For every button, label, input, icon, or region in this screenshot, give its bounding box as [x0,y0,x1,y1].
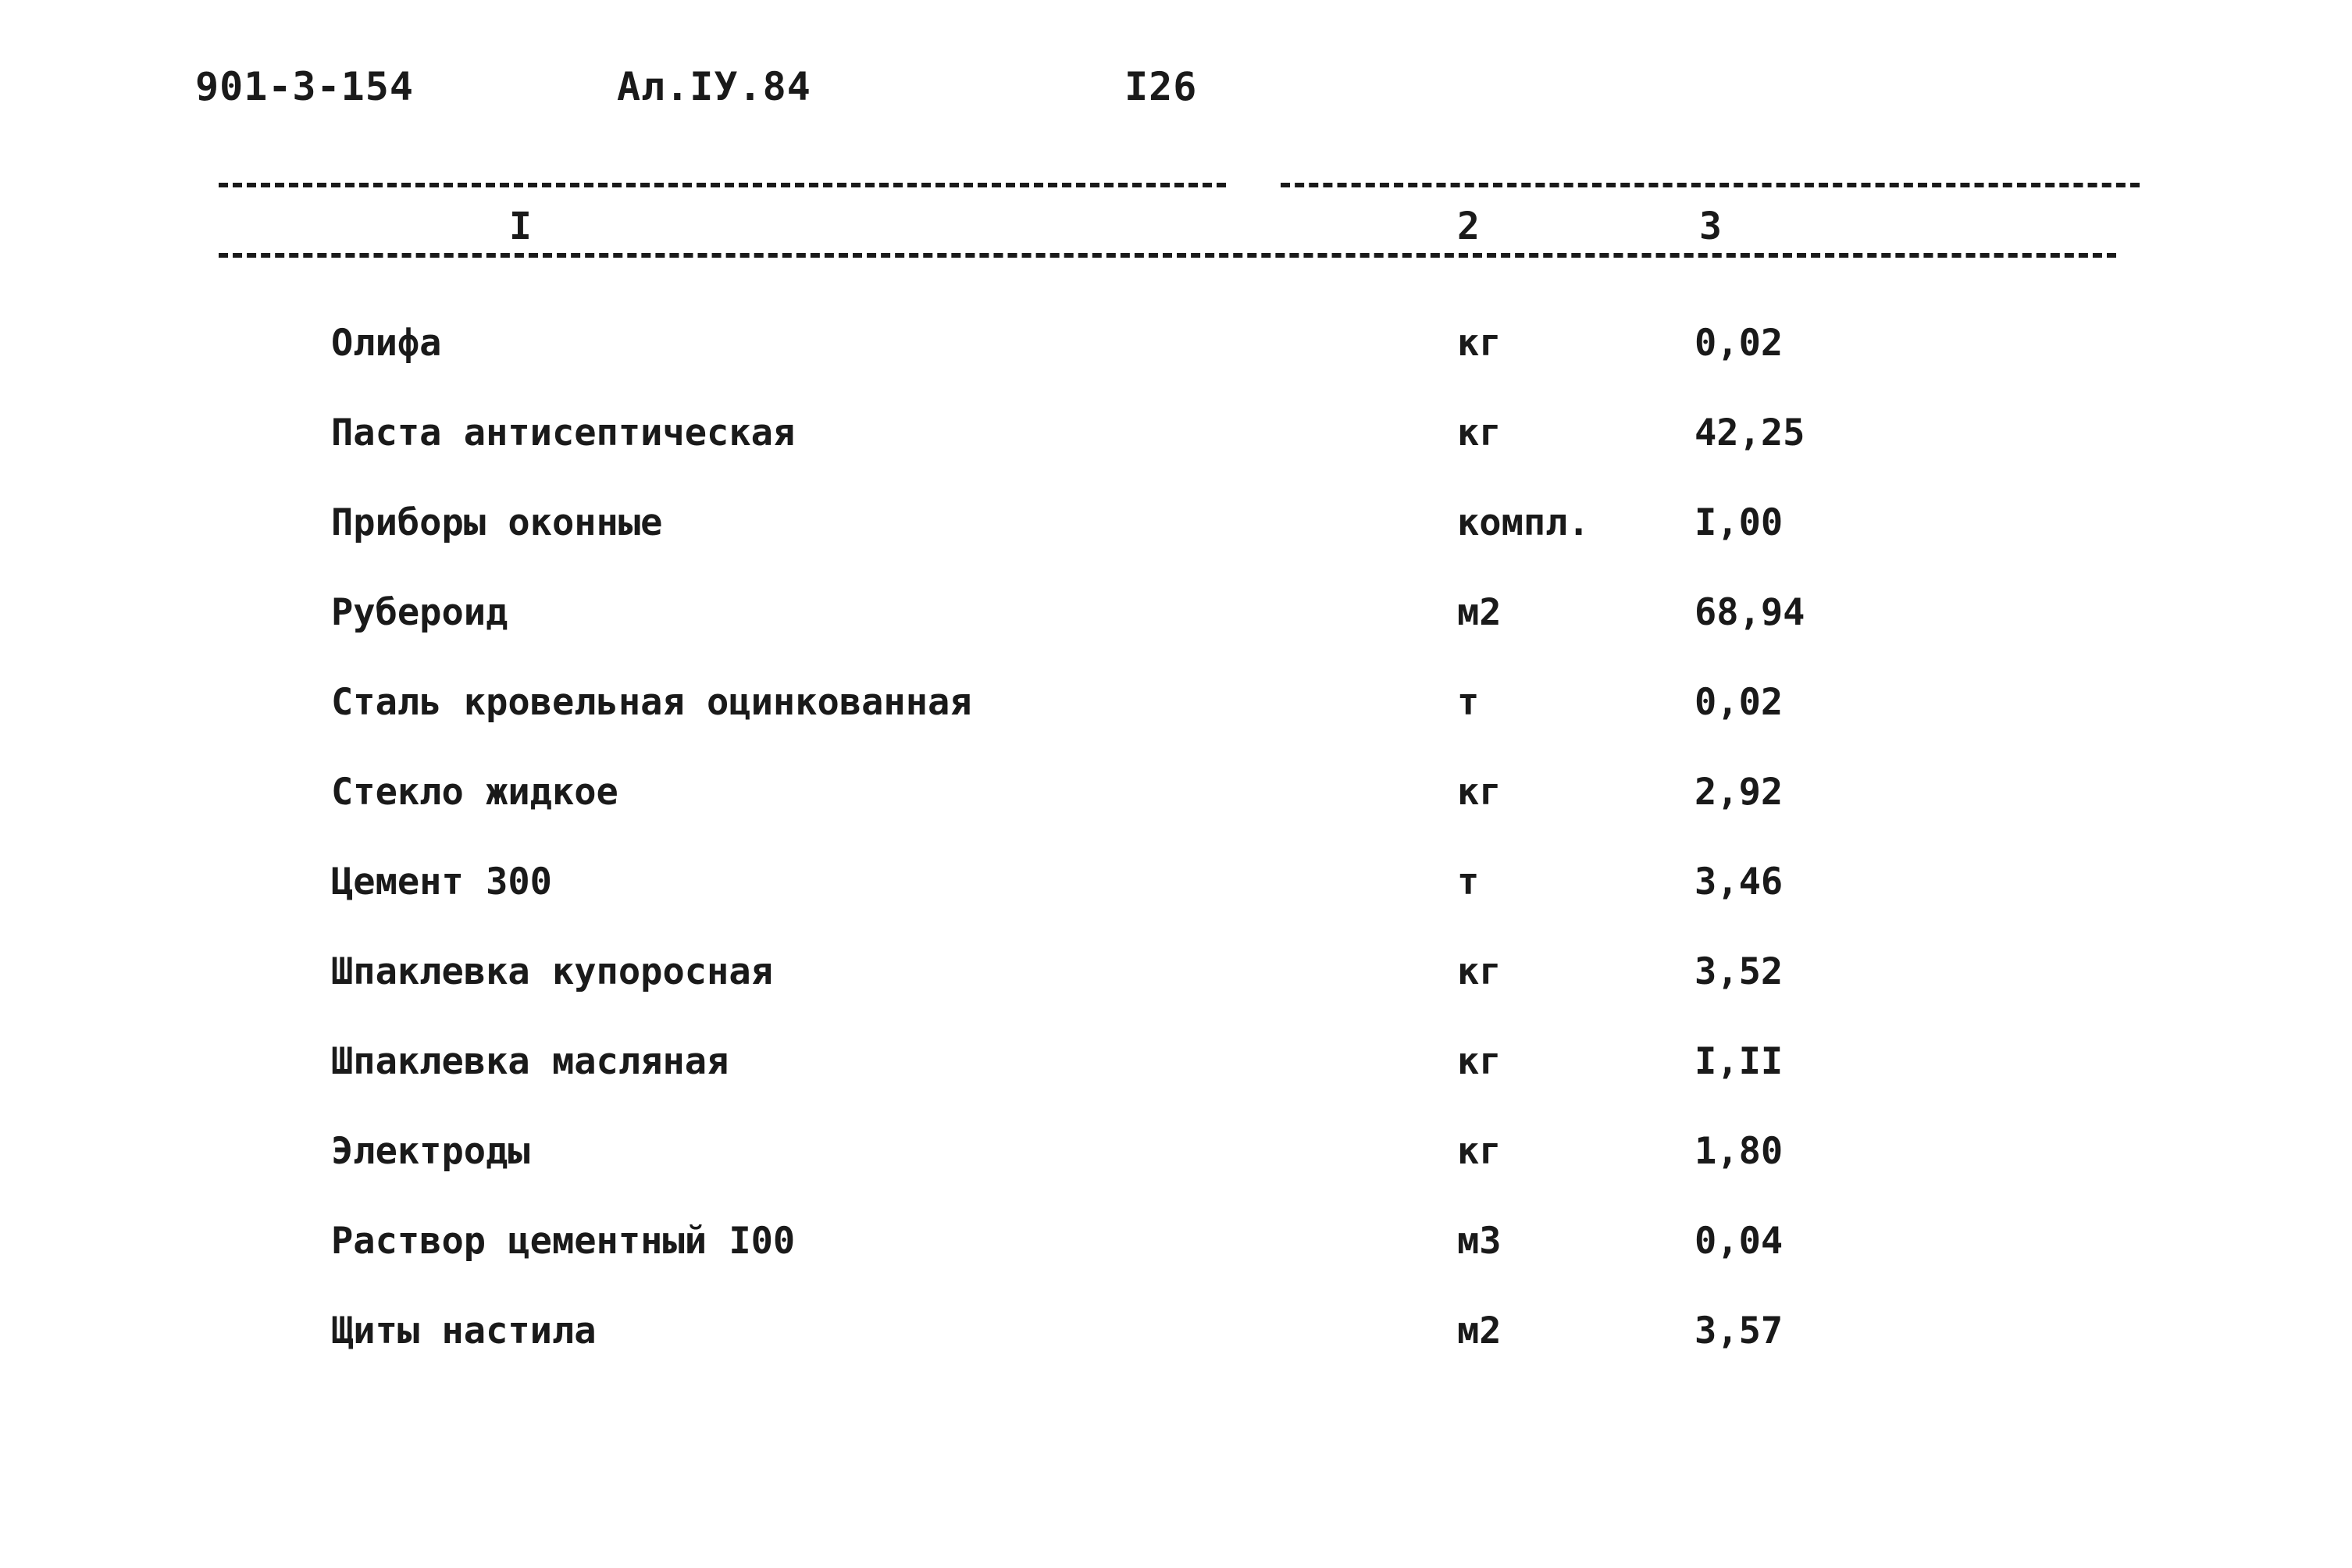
unit: кг [1457,1130,1502,1173]
table-row [0,771,2352,833]
unit: т [1457,861,1480,903]
quantity: 1,80 [1695,1130,1784,1173]
quantity: 0,02 [1695,322,1784,365]
table-top-rule-left [219,183,1226,187]
material-name: Паста антисептическая [331,412,796,454]
header-bottom-rule [219,253,2116,258]
table-row [0,861,2352,923]
unit: кг [1457,412,1502,454]
table-row [0,1310,2352,1372]
quantity: 2,92 [1695,771,1784,814]
quantity: 0,02 [1695,681,1784,724]
column-number-2: 2 [1457,205,1480,248]
table-row [0,681,2352,743]
table-row [0,1040,2352,1103]
material-name: Сталь кровельная оцинкованная [331,681,972,724]
quantity: 3,52 [1695,950,1784,993]
unit: м2 [1457,1310,1502,1352]
table-top-rule-right [1281,183,2140,187]
material-name: Щиты настила [331,1310,597,1352]
unit: м3 [1457,1220,1502,1263]
unit: кг [1457,771,1502,814]
table-row [0,1130,2352,1192]
material-name: Олифа [331,322,442,365]
material-name: Шпаклевка масляная [331,1040,729,1083]
unit: компл. [1457,501,1590,544]
quantity: I,II [1695,1040,1784,1083]
material-name: Раствор цементный I00 [331,1220,796,1263]
unit: кг [1457,1040,1502,1083]
table-row [0,501,2352,564]
table-row [0,322,2352,384]
table-row [0,1220,2352,1282]
quantity: 42,25 [1695,412,1805,454]
quantity: 3,46 [1695,861,1784,903]
quantity: 0,04 [1695,1220,1784,1263]
page-number: I26 [1124,64,1198,109]
material-name: Приборы оконные [331,501,663,544]
material-name: Рубероид [331,591,508,634]
table-row [0,950,2352,1013]
quantity: I,00 [1695,501,1784,544]
unit: кг [1457,322,1502,365]
document-code: 901-3-154 [195,64,414,109]
table-row [0,591,2352,654]
album-number: Ал.IУ.84 [617,64,811,109]
unit: т [1457,681,1480,724]
material-name: Шпаклевка купоросная [331,950,773,993]
quantity: 3,57 [1695,1310,1784,1352]
unit: м2 [1457,591,1502,634]
column-number-3: 3 [1699,205,1722,248]
table-row [0,412,2352,474]
unit: кг [1457,950,1502,993]
material-name: Цемент 300 [331,861,552,903]
material-name: Электроды [331,1130,530,1173]
material-name: Стекло жидкое [331,771,618,814]
quantity: 68,94 [1695,591,1805,634]
column-number-1: I [509,205,532,248]
